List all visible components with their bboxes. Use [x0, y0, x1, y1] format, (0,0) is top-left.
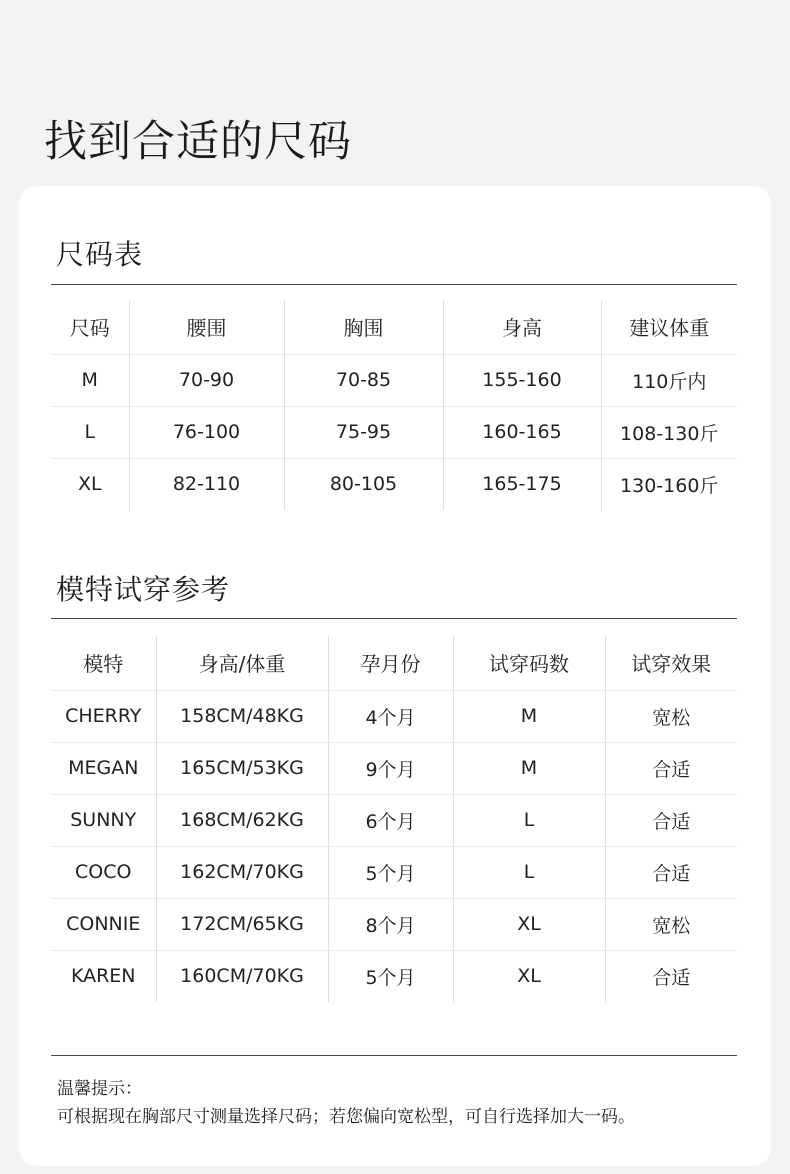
table-cell: 合适	[605, 794, 737, 846]
table-cell: 70-90	[129, 354, 284, 406]
table-cell: KAREN	[51, 950, 156, 1002]
page-title: 找到合适的尺码	[44, 117, 352, 167]
size-chart-header: 身高	[443, 300, 601, 354]
model-ref-table	[51, 636, 737, 1002]
size-chart-header: 建议体重	[601, 300, 737, 354]
table-cell: 158CM/48KG	[156, 690, 328, 742]
table-cell: 合适	[605, 742, 737, 794]
model-ref-header: 身高/体重	[156, 636, 328, 690]
table-cell: L	[51, 406, 129, 458]
table-cell: MEGAN	[51, 742, 156, 794]
table-cell: 160CM/70KG	[156, 950, 328, 1002]
table-row	[51, 458, 737, 510]
model-ref-title: 模特试穿参考	[56, 573, 231, 606]
table-cell: 165-175	[443, 458, 601, 510]
size-chart-header-row	[51, 300, 737, 354]
table-cell: 合适	[605, 846, 737, 898]
table-cell: 172CM/65KG	[156, 898, 328, 950]
table-cell: 76-100	[129, 406, 284, 458]
table-row	[51, 690, 737, 742]
tips-divider	[51, 1055, 737, 1056]
table-cell: XL	[51, 458, 129, 510]
model-ref-divider	[51, 618, 737, 619]
table-row	[51, 794, 737, 846]
table-row	[51, 742, 737, 794]
table-cell: 9个月	[328, 742, 453, 794]
table-cell: 160-165	[443, 406, 601, 458]
table-row	[51, 846, 737, 898]
size-chart-header: 腰围	[129, 300, 284, 354]
table-cell: 70-85	[284, 354, 443, 406]
model-ref-header: 试穿码数	[453, 636, 605, 690]
table-cell: 162CM/70KG	[156, 846, 328, 898]
table-cell: L	[453, 794, 605, 846]
table-cell: 75-95	[284, 406, 443, 458]
size-chart-table	[51, 300, 737, 510]
model-ref-header-row	[51, 636, 737, 690]
table-cell: 82-110	[129, 458, 284, 510]
table-cell: XL	[453, 950, 605, 1002]
table-cell: CHERRY	[51, 690, 156, 742]
size-chart-header: 尺码	[51, 300, 129, 354]
table-cell: 165CM/53KG	[156, 742, 328, 794]
table-cell: 6个月	[328, 794, 453, 846]
table-cell: 5个月	[328, 950, 453, 1002]
table-cell: 108-130斤	[601, 406, 737, 458]
model-ref-header: 孕月份	[328, 636, 453, 690]
table-row	[51, 406, 737, 458]
table-cell: 宽松	[605, 690, 737, 742]
size-chart-title: 尺码表	[56, 238, 144, 271]
table-row	[51, 898, 737, 950]
table-cell: M	[453, 742, 605, 794]
table-cell: 宽松	[605, 898, 737, 950]
model-ref-header: 试穿效果	[605, 636, 737, 690]
table-cell: XL	[453, 898, 605, 950]
table-cell: M	[453, 690, 605, 742]
tips-text: 可根据现在胸部尺寸测量选择尺码；若您偏向宽松型，可自行选择加大一码。	[57, 1107, 635, 1127]
table-cell: COCO	[51, 846, 156, 898]
table-cell: 80-105	[284, 458, 443, 510]
tips-label: 温馨提示：	[57, 1079, 142, 1099]
table-cell: SUNNY	[51, 794, 156, 846]
table-row	[51, 950, 737, 1002]
table-cell: 8个月	[328, 898, 453, 950]
size-card	[19, 186, 771, 1166]
table-cell: 130-160斤	[620, 474, 719, 497]
table-cell: 110斤内	[601, 354, 737, 406]
model-ref-header: 模特	[51, 636, 156, 690]
table-row	[51, 354, 737, 406]
table-cell: 155-160	[443, 354, 601, 406]
table-cell: 5个月	[328, 846, 453, 898]
table-cell: CONNIE	[51, 898, 156, 950]
table-cell: L	[453, 846, 605, 898]
table-cell: 合适	[652, 966, 691, 989]
table-cell: 168CM/62KG	[156, 794, 328, 846]
table-cell: 4个月	[328, 690, 453, 742]
size-chart-divider	[51, 284, 737, 285]
table-cell: M	[51, 354, 129, 406]
size-chart-header: 胸围	[284, 300, 443, 354]
